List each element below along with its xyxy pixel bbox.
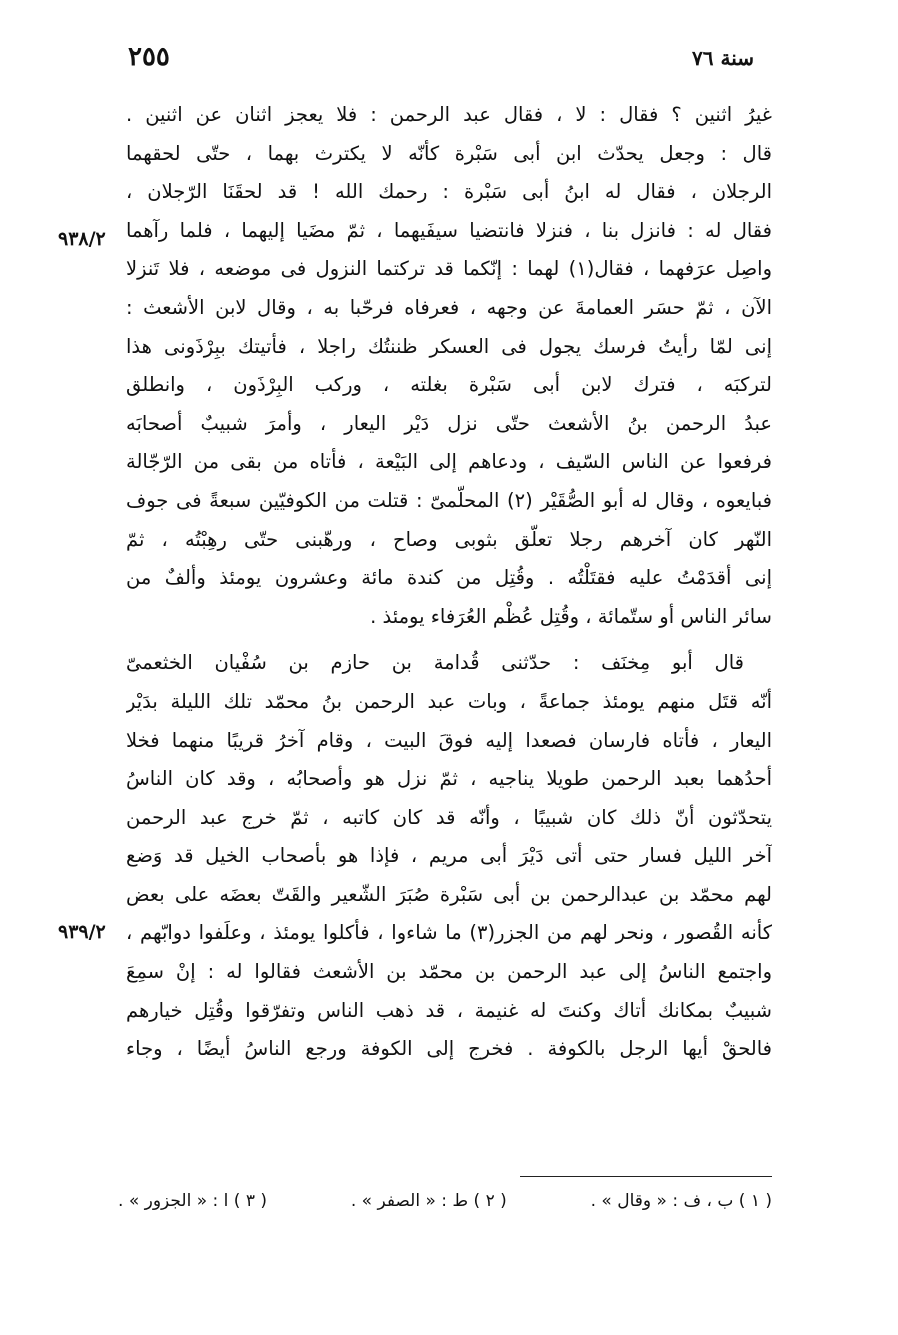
text-line: الآن ، ثمّ حسَر العمامةَ عن وجهه ، فعرفاه فرحّبا به ، وقال لابن الأشعث : xyxy=(126,295,772,319)
text-line: النّهر كان آخرهم رجلا تعلّق بثوبى وصاح ، ورهّبنى حتّى رهِبْتُه ، ثمّ xyxy=(126,527,772,551)
text-line: غيرُ اثنين ؟ فقال : لا ، فقال عبد الرحمن : فلا يعجز اثنان عن اثنين . xyxy=(126,103,772,126)
text-line: واصِل عرَفهما ، فقال(١) لهما : إنّكما قد تركتما النزول فى موضعه ، فلا تَنزلا xyxy=(126,257,772,281)
text-line: سائر الناس أو ستّمائة ، وقُتِل عُظْم العُرَفاء يومئذ . xyxy=(370,604,772,628)
footnote: ( ٢ ) ط : « الصفر » . xyxy=(350,1191,507,1211)
running-head: سنة ٧٦ xyxy=(692,46,754,70)
margin-page-reference: ٩٣٩/٢ xyxy=(58,921,106,943)
footnote: ( ٣ ) ا : « الجزور » . xyxy=(118,1191,267,1211)
text-line: كأنه القُصور ، ونحر لهم من الجزر(٣) ما شاءوا ، فأكلوا يومئذ ، وعلَفوا دوابّهم ، xyxy=(126,921,772,945)
text-line: اليعار ، فأتاه فارسان فصعدا إليه فوقَ البيت ، وقام آخرُ قريبًا منهما فخلا xyxy=(126,728,772,752)
text-line: يتحدّثون أنّ ذلك كان شبيبًا ، وأنّه قد كان كاتبه ، ثمّ خرج عبد الرحمن xyxy=(126,805,772,829)
text-line: لهم محمّد بن عبدالرحمن بن أبى سَبْرة صُبَرَ الشّعير والقَتّ بعضَه على بعض xyxy=(126,882,772,906)
text-line: فرفعوا عن الناس السّيف ، ودعاهم إلى البَيْعة ، فأتاه من بقى من الرّجّالة xyxy=(126,450,772,474)
text-line: أنّه قتَل منهم يومئذ جماعةً ، وبات عبد الرحمن بنُ محمّد تلك الليلة بدَيْر xyxy=(126,689,772,713)
page-header xyxy=(120,42,760,82)
text-line: آخر الليل فسار حتى أتى دَيْرَ أبى مريم ، فإذا هو بأصحاب الخيل قد وَضع xyxy=(126,844,772,868)
text-line: قال : وجعل يحدّث ابن أبى سَبْرة كأنّه لا يكترث بهما ، حتّى لحقهما xyxy=(126,141,772,165)
footnotes xyxy=(118,1186,772,1216)
margin-page-reference: ٩٣٨/٢ xyxy=(58,228,106,250)
text-line: شبيبٌ بمكانك أتاك وكنتَ له غنيمة ، قد ذهب الناس وتفرّقوا وقُتِل خيارهم xyxy=(126,998,772,1022)
text-line: الرجلان ، فقال له ابنُ أبى سَبْرة : رحمك الله ! قد لحقَنَا الرّجلان ، xyxy=(126,180,772,204)
text-line: قال أبو مِخنَف : حدّثنى قُدامة بن حازم بن سُفْيان الخثعمىّ xyxy=(126,651,744,675)
text-line: أحدُهما بعبد الرحمن طويلا يناجيه ، ثمّ نزل هو وأصحابُه ، وقد كان الناسُ xyxy=(126,767,772,791)
page-number: ٢٥٥ xyxy=(128,42,170,72)
text-line: واجتمع الناسُ إلى عبد الرحمن بن محمّد بن الأشعث فقالوا له : إنْ سمِعَ xyxy=(126,960,772,984)
footnote: ( ١ ) ب ، ف : « وقال » . xyxy=(590,1191,772,1211)
text-line: فالحقْ أيها الرجل بالكوفة . فخرج إلى الكوفة ورجع الناسُ أيضًا ، وجاء xyxy=(126,1037,772,1061)
main-text xyxy=(126,96,772,1069)
text-line: فقال له : فانزل بنا ، فنزلا فانتضيا سيفَيهما ، ثمّ مضَيا إليهما ، فلما رآهما xyxy=(126,218,772,242)
paragraph-gap xyxy=(126,636,772,644)
text-line: عبدُ الرحمن بنُ الأشعث حتّى نزل دَيْر اليعار ، وأمرَ شبيبٌ أصحابَه xyxy=(126,411,772,435)
footnote-divider xyxy=(520,1176,772,1177)
text-line: لتركبَه ، فترك لابن أبى سَبْرة بغلته ، وركب البِرْذَون ، وانطلق xyxy=(126,373,772,397)
text-line: إنى لمّا رأيتُ فرسك يجول فى العسكر ظننتُك راجلا ، فأتيتك ببِرْذَونى هذا xyxy=(126,334,772,358)
text-line: فبايعوه ، وقال له أبو الصُّقَيْر (٢) المحلّمىّ : قتلت من الكوفيّين سبعةً فى جوف xyxy=(126,488,772,512)
text-line: إنى أقدَمْتُ عليه فقتَلْتُه . وقُتِل من كندة مائة وعشرون يومئذ وألفٌ من xyxy=(126,566,772,590)
